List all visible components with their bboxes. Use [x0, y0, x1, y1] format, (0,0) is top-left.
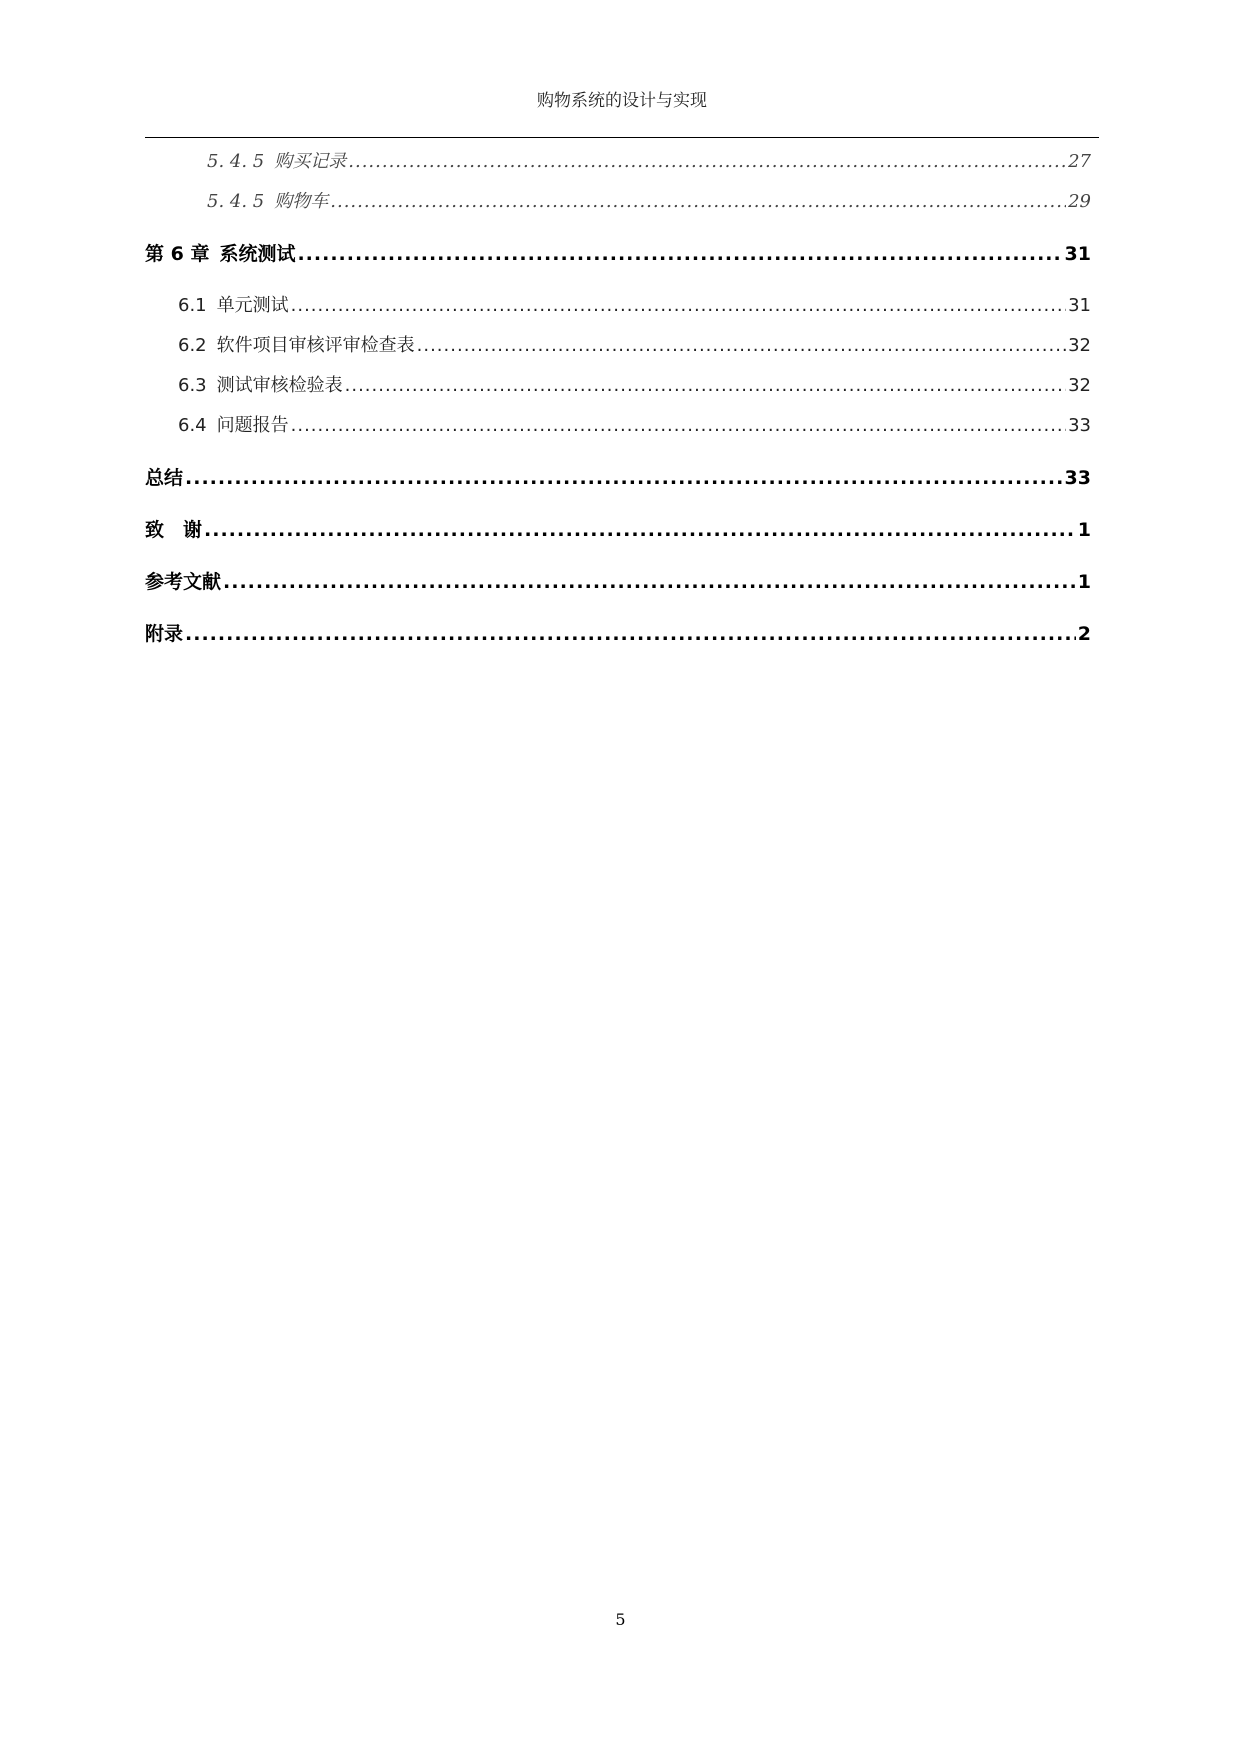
toc-entry-purchase-records[interactable] — [145, 147, 1091, 173]
toc-entry-6-1[interactable] — [145, 291, 1091, 317]
toc-leader-dots — [185, 467, 1063, 489]
toc-entry-title: 系统测试 — [219, 243, 296, 265]
toc-entry-page: 1 — [1077, 571, 1091, 593]
toc-leader-dots — [297, 243, 1062, 265]
toc-leader-dots — [204, 519, 1076, 541]
toc-entry-number: 6.3 — [178, 375, 207, 396]
header-divider — [145, 137, 1099, 138]
toc-entry-references[interactable] — [145, 567, 1091, 594]
toc-leader-dots — [345, 375, 1066, 396]
toc-entry-page: 27 — [1068, 151, 1091, 172]
toc-entry-page: 1 — [1077, 519, 1091, 541]
toc-entry-6-2[interactable] — [145, 331, 1091, 357]
toc-leader-dots — [348, 151, 1066, 172]
toc-entry-number: 第 6 章 — [145, 243, 210, 265]
toc-entry-page: 31 — [1064, 243, 1091, 265]
toc-entry-title: 购买记录 — [274, 151, 347, 172]
page-header-title: 购物系统的设计与实现 — [537, 91, 707, 111]
toc-entry-number: 6.1 — [178, 295, 207, 316]
toc-entry-title: 软件项目审核评审检查表 — [216, 335, 415, 356]
toc-entry-number: 6.4 — [178, 415, 207, 436]
toc-entry-title: 单元测试 — [216, 295, 289, 316]
toc-leader-dots — [417, 335, 1066, 356]
toc-entry-page: 2 — [1077, 623, 1091, 645]
page-number: 5 — [615, 1610, 626, 1629]
toc-entry-page: 32 — [1068, 335, 1091, 356]
toc-entry-page: 29 — [1068, 191, 1091, 212]
toc-entry-title: 问题报告 — [216, 415, 289, 436]
toc-entry-number: 6.2 — [178, 335, 207, 356]
toc-entry-appendix[interactable] — [145, 619, 1091, 646]
toc-entry-page: 33 — [1064, 467, 1091, 489]
toc-entry-title: 总结 — [145, 467, 184, 489]
toc-leader-dots — [185, 623, 1076, 645]
toc-entry-page: 32 — [1068, 375, 1091, 396]
toc-entry-title: 购物车 — [274, 191, 329, 212]
toc-entry-6-3[interactable] — [145, 371, 1091, 397]
toc-entry-page: 33 — [1068, 415, 1091, 436]
toc-entry-title: 参考文献 — [145, 571, 222, 593]
toc-entry-chapter-6[interactable] — [145, 239, 1091, 266]
toc-leader-dots — [291, 295, 1066, 316]
toc-entry-title: 附录 — [145, 623, 184, 645]
toc-entry-acknowledgements[interactable] — [145, 515, 1091, 542]
toc-entry-6-4[interactable] — [145, 411, 1091, 437]
toc-leader-dots — [223, 571, 1076, 593]
toc-entry-title: 测试审核检验表 — [216, 375, 343, 396]
toc-leader-dots — [291, 415, 1066, 436]
toc-entry-title: 致 谢 — [145, 519, 203, 541]
toc-leader-dots — [330, 191, 1066, 212]
toc-entry-number: 5. 4. 5 — [207, 151, 265, 172]
toc-entry-summary[interactable] — [145, 463, 1091, 490]
toc-entry-number: 5. 4. 5 — [207, 191, 265, 212]
toc-entry-shopping-cart[interactable] — [145, 187, 1091, 213]
toc-entry-page: 31 — [1068, 295, 1091, 316]
